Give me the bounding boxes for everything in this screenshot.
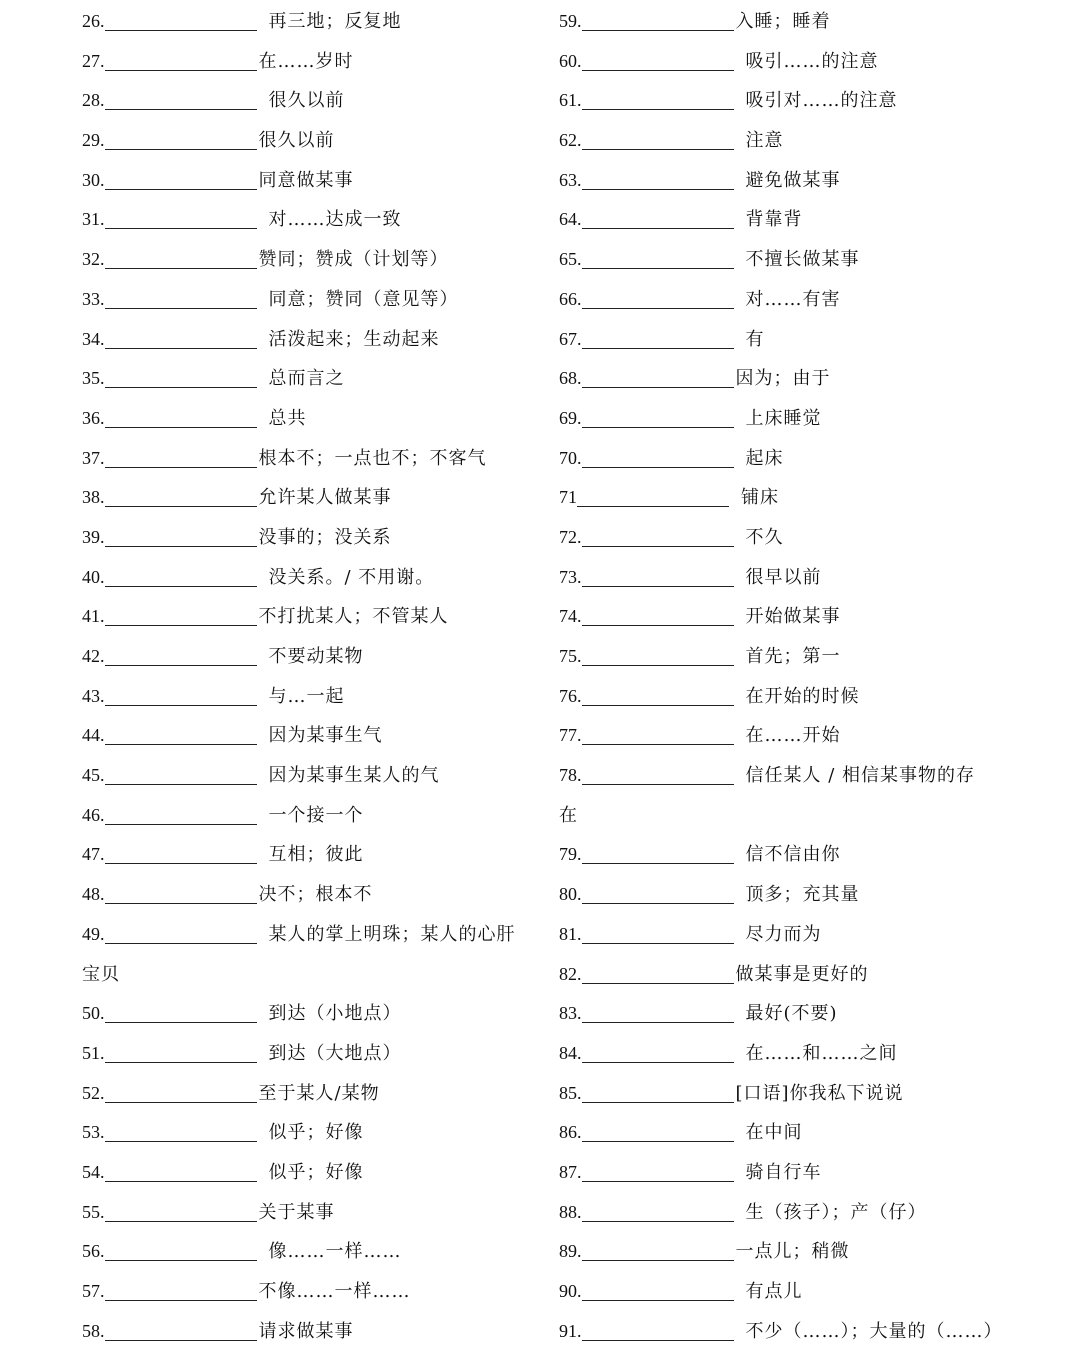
item-number: 39.	[82, 526, 105, 547]
right-column	[559, 2, 1059, 1351]
vocab-row	[559, 1074, 1059, 1114]
item-number: 91.	[559, 1320, 582, 1341]
item-number: 64.	[559, 209, 582, 230]
vocab-row	[82, 1232, 542, 1272]
item-number: 68.	[559, 368, 582, 389]
item-number: 82.	[559, 963, 582, 984]
vocab-row	[82, 1312, 542, 1351]
answer-blank[interactable]	[582, 756, 734, 785]
chinese-meaning: 决不；根本不	[258, 884, 373, 906]
chinese-meaning: 在……开始	[745, 725, 841, 747]
answer-blank[interactable]	[582, 875, 734, 904]
answer-blank[interactable]	[105, 756, 257, 785]
item-number: 50.	[82, 1003, 105, 1024]
continued-text: 在	[559, 804, 578, 826]
vocab-row	[82, 200, 542, 240]
answer-blank[interactable]	[105, 2, 257, 31]
answer-blank[interactable]	[582, 320, 734, 349]
item-number: 34.	[82, 328, 105, 349]
vocab-row	[82, 439, 542, 479]
answer-blank[interactable]	[105, 1074, 257, 1103]
vocab-row	[559, 81, 1059, 121]
chinese-meaning: 因为；由于	[735, 368, 831, 390]
vocab-row	[82, 161, 542, 201]
vocab-row	[559, 875, 1059, 915]
item-number: 90.	[559, 1281, 582, 1301]
item-number: 58.	[82, 1320, 105, 1341]
answer-blank[interactable]	[105, 994, 257, 1023]
vocab-row	[559, 42, 1059, 82]
chinese-meaning: 根本不；一点也不；不客气	[258, 447, 487, 469]
vocab-row	[82, 796, 542, 836]
answer-blank[interactable]	[105, 240, 257, 269]
chinese-meaning: 尽力而为	[745, 923, 822, 945]
item-number: 33.	[82, 288, 105, 309]
vocab-row	[82, 121, 542, 161]
item-number: 86.	[559, 1122, 582, 1143]
chinese-meaning: 吸引……的注意	[745, 50, 879, 72]
answer-blank[interactable]	[105, 1193, 257, 1222]
vocab-row	[82, 637, 542, 677]
answer-blank[interactable]	[105, 597, 257, 626]
item-number: 85.	[559, 1082, 582, 1103]
chinese-meaning: 很久以前	[258, 130, 335, 152]
answer-blank[interactable]	[105, 1312, 257, 1341]
chinese-meaning: 在开始的时候	[745, 685, 860, 707]
item-number: 27.	[82, 50, 105, 71]
chinese-meaning: 一个接一个	[268, 804, 364, 826]
vocab-row	[559, 915, 1059, 955]
item-number: 54.	[82, 1161, 105, 1182]
chinese-meaning: 互相；彼此	[268, 844, 364, 866]
vocab-row	[82, 359, 542, 399]
item-number: 66.	[559, 288, 582, 309]
vocab-row	[82, 558, 542, 598]
vocab-row	[82, 677, 542, 717]
answer-blank[interactable]	[582, 200, 734, 229]
item-number: 31.	[82, 209, 105, 230]
vocab-row	[559, 478, 1059, 518]
chinese-meaning: 铺床	[741, 487, 779, 509]
answer-blank[interactable]	[582, 716, 734, 745]
answer-blank[interactable]	[582, 161, 734, 190]
item-number: 46.	[82, 804, 105, 825]
answer-blank[interactable]	[105, 359, 257, 388]
item-number: 57.	[82, 1281, 105, 1301]
item-number: 83.	[559, 1003, 582, 1024]
chinese-meaning: 活泼起来；生动起来	[268, 328, 440, 350]
answer-blank[interactable]	[105, 1232, 257, 1261]
item-number: 67.	[559, 328, 582, 349]
item-number: 32.	[82, 249, 105, 270]
answer-blank[interactable]	[105, 81, 257, 110]
chinese-meaning: 最好(不要)	[745, 1003, 838, 1025]
item-number: 48.	[82, 884, 105, 905]
chinese-meaning: 某人的掌上明珠；某人的心肝	[268, 923, 516, 945]
answer-blank[interactable]	[105, 1034, 257, 1063]
vocab-row	[559, 558, 1059, 598]
chinese-meaning: 首先；第一	[745, 646, 841, 667]
answer-blank[interactable]	[582, 637, 734, 666]
chinese-meaning: 赞同；赞成（计划等）	[258, 249, 449, 271]
chinese-meaning: 骑自行车	[745, 1161, 822, 1183]
vocab-row	[559, 597, 1059, 637]
answer-blank[interactable]	[582, 1034, 734, 1063]
answer-blank[interactable]	[582, 1153, 734, 1182]
chinese-meaning: 不少（……）；大量的（……）	[745, 1320, 1003, 1342]
chinese-meaning: 同意；赞同（意见等）	[268, 288, 459, 310]
answer-blank[interactable]	[582, 121, 734, 150]
vocab-row	[559, 1312, 1059, 1351]
answer-blank[interactable]	[105, 121, 257, 150]
chinese-meaning: 因为某事生气	[268, 725, 383, 747]
item-number: 61.	[559, 90, 582, 111]
answer-blank[interactable]	[105, 796, 257, 825]
item-number: 72.	[559, 526, 582, 547]
chinese-meaning: 在……岁时	[258, 50, 354, 72]
chinese-meaning: 在……和……之间	[745, 1042, 898, 1064]
vocab-row	[559, 955, 1059, 995]
item-number: 40.	[82, 566, 105, 587]
chinese-meaning: [口语]你我私下说说	[735, 1082, 904, 1104]
answer-blank[interactable]	[582, 2, 734, 31]
answer-blank[interactable]	[582, 439, 734, 468]
vocab-row	[82, 1193, 542, 1233]
chinese-meaning: 不要动某物	[268, 646, 364, 667]
item-number: 62.	[559, 130, 582, 151]
item-number: 59.	[559, 11, 582, 31]
answer-blank[interactable]	[582, 81, 734, 110]
item-number: 89.	[559, 1241, 582, 1262]
answer-blank[interactable]	[105, 558, 257, 587]
item-number: 36.	[82, 407, 105, 428]
vocab-row	[82, 756, 542, 796]
item-number: 73.	[559, 566, 582, 587]
answer-blank[interactable]	[582, 399, 734, 428]
item-number: 65.	[559, 249, 582, 270]
chinese-meaning: 像……一样……	[268, 1241, 402, 1263]
item-number: 56.	[82, 1241, 105, 1262]
item-number: 78.	[559, 765, 582, 786]
item-number: 55.	[82, 1201, 105, 1222]
vocab-row	[559, 518, 1059, 558]
item-number: 74.	[559, 606, 582, 627]
answer-blank[interactable]	[582, 1232, 734, 1261]
answer-blank[interactable]	[105, 1272, 257, 1301]
chinese-meaning: 对……有害	[745, 288, 841, 310]
item-number: 75.	[559, 646, 582, 666]
vocab-row	[559, 280, 1059, 320]
vocab-row	[559, 1272, 1059, 1312]
chinese-meaning: 有	[745, 328, 765, 350]
item-number: 88.	[559, 1201, 582, 1222]
vocab-row	[559, 994, 1059, 1034]
vocab-row	[559, 835, 1059, 875]
answer-blank[interactable]	[582, 1113, 734, 1142]
answer-blank[interactable]	[105, 518, 257, 547]
left-column	[82, 2, 542, 1351]
item-number: 70.	[559, 447, 582, 468]
item-number: 38.	[82, 487, 105, 508]
vocab-row	[82, 240, 542, 280]
vocab-row	[559, 399, 1059, 439]
item-number: 37.	[82, 447, 105, 468]
chinese-meaning: 避免做某事	[745, 169, 841, 191]
vocab-row	[82, 81, 542, 121]
item-number: 80.	[559, 884, 582, 905]
answer-blank[interactable]	[582, 994, 734, 1023]
answer-blank[interactable]	[582, 1272, 734, 1301]
chinese-meaning: 吸引对……的注意	[745, 90, 898, 112]
answer-blank[interactable]	[105, 875, 257, 904]
chinese-meaning: 上床睡觉	[745, 407, 822, 429]
item-number: 79.	[559, 844, 582, 865]
answer-blank[interactable]	[582, 558, 734, 587]
chinese-meaning: 没关系。/ 不用谢。	[268, 566, 435, 588]
answer-blank[interactable]	[105, 42, 257, 71]
chinese-meaning: 一点儿；稍微	[735, 1241, 850, 1263]
chinese-meaning: 对……达成一致	[268, 209, 402, 231]
vocab-row	[559, 1193, 1059, 1233]
chinese-meaning: 允许某人做某事	[258, 487, 392, 509]
vocab-row	[82, 1034, 542, 1074]
item-number: 77.	[559, 725, 582, 746]
answer-blank[interactable]	[105, 478, 257, 507]
chinese-meaning: 到达（大地点）	[268, 1042, 402, 1064]
chinese-meaning: 入睡；睡着	[735, 11, 831, 32]
answer-blank[interactable]	[105, 320, 257, 349]
answer-blank[interactable]	[582, 240, 734, 269]
chinese-meaning: 与…一起	[268, 685, 345, 707]
chinese-meaning: 生（孩子）；产（仔）	[745, 1201, 927, 1223]
answer-blank[interactable]	[105, 1113, 257, 1142]
answer-blank[interactable]	[582, 915, 734, 944]
chinese-meaning: 做某事是更好的	[735, 963, 869, 985]
vocab-row	[559, 200, 1059, 240]
chinese-meaning: 有点儿	[745, 1281, 803, 1302]
answer-blank[interactable]	[105, 716, 257, 745]
chinese-meaning: 不打扰某人；不管某人	[258, 606, 449, 628]
item-number: 60.	[559, 50, 582, 71]
chinese-meaning: 很久以前	[268, 90, 345, 112]
item-number: 81.	[559, 923, 582, 944]
answer-blank[interactable]	[582, 955, 734, 984]
answer-blank[interactable]	[105, 1153, 257, 1182]
vocab-row	[82, 597, 542, 637]
chinese-meaning: 起床	[745, 447, 784, 469]
vocab-row	[82, 1272, 542, 1312]
answer-blank[interactable]	[582, 677, 734, 706]
item-number: 29.	[82, 130, 105, 151]
answer-blank[interactable]	[105, 399, 257, 428]
answer-blank[interactable]	[582, 42, 734, 71]
chinese-meaning: 因为某事生某人的气	[268, 765, 440, 787]
vocab-row	[559, 121, 1059, 161]
answer-blank[interactable]	[582, 518, 734, 547]
item-number: 84.	[559, 1042, 582, 1063]
item-number: 51.	[82, 1042, 105, 1063]
chinese-meaning: 信不信由你	[745, 844, 841, 866]
vocab-row	[559, 637, 1059, 677]
item-number: 87.	[559, 1161, 582, 1182]
chinese-meaning: 没事的；没关系	[258, 526, 392, 548]
answer-blank[interactable]	[582, 1074, 734, 1103]
vocab-row	[559, 677, 1059, 717]
item-number: 43.	[82, 685, 105, 706]
answer-blank[interactable]	[105, 200, 257, 229]
item-number: 53.	[82, 1122, 105, 1143]
vocab-row	[82, 994, 542, 1034]
answer-blank[interactable]	[105, 280, 257, 309]
chinese-meaning: 在中间	[745, 1122, 803, 1144]
answer-blank[interactable]	[105, 835, 257, 864]
item-number: 35.	[82, 368, 105, 389]
chinese-meaning: 似乎；好像	[268, 1122, 364, 1144]
vocab-row	[559, 1232, 1059, 1272]
vocab-row	[82, 875, 542, 915]
vocab-row	[559, 439, 1059, 479]
chinese-meaning: 注意	[745, 130, 784, 152]
chinese-meaning: 请求做某事	[258, 1320, 354, 1342]
answer-blank[interactable]	[577, 478, 729, 507]
item-number: 52.	[82, 1082, 105, 1103]
item-number: 26.	[82, 11, 105, 31]
chinese-meaning: 同意做某事	[258, 169, 354, 191]
chinese-meaning: 背靠背	[745, 209, 803, 231]
chinese-meaning: 再三地；反复地	[268, 11, 402, 32]
item-number: 63.	[559, 169, 582, 190]
vocab-row	[82, 2, 542, 42]
vocab-row	[82, 478, 542, 518]
item-number: 28.	[82, 90, 105, 111]
item-number: 69.	[559, 407, 582, 428]
vocab-row	[82, 835, 542, 875]
vocab-row	[82, 1074, 542, 1114]
item-number: 42.	[82, 646, 105, 666]
answer-blank[interactable]	[105, 637, 257, 666]
answer-blank[interactable]	[582, 1193, 734, 1222]
vocab-row	[559, 756, 1059, 796]
item-number: 71	[559, 487, 577, 508]
chinese-meaning: 顶多；充其量	[745, 884, 860, 906]
vocab-row	[82, 42, 542, 82]
answer-blank[interactable]	[582, 597, 734, 626]
vocab-row	[82, 1113, 542, 1153]
chinese-meaning: 似乎；好像	[268, 1161, 364, 1183]
answer-blank[interactable]	[582, 835, 734, 864]
vocab-row	[82, 399, 542, 439]
vocab-row	[559, 161, 1059, 201]
answer-blank[interactable]	[582, 359, 734, 388]
vocab-row	[559, 2, 1059, 42]
answer-blank[interactable]	[582, 1312, 734, 1341]
item-number: 49.	[82, 923, 105, 944]
vocab-row	[559, 359, 1059, 399]
vocab-row	[559, 1153, 1059, 1193]
item-number: 41.	[82, 606, 105, 627]
vocab-row	[82, 1153, 542, 1193]
vocab-row	[559, 1034, 1059, 1074]
answer-blank[interactable]	[105, 161, 257, 190]
vocab-row	[559, 240, 1059, 280]
item-number: 47.	[82, 844, 105, 865]
vocab-row	[82, 280, 542, 320]
vocab-row	[82, 716, 542, 756]
chinese-meaning: 不像……一样……	[258, 1281, 411, 1302]
answer-blank[interactable]	[105, 915, 257, 944]
answer-blank[interactable]	[582, 280, 734, 309]
answer-blank[interactable]	[105, 677, 257, 706]
chinese-meaning: 总共	[268, 407, 307, 429]
chinese-meaning: 关于某事	[258, 1201, 335, 1223]
vocab-row	[82, 518, 542, 558]
chinese-meaning: 很早以前	[745, 566, 822, 588]
chinese-meaning: 不擅长做某事	[745, 249, 860, 271]
vocab-row	[82, 320, 542, 360]
item-number: 30.	[82, 169, 105, 190]
vocab-row	[559, 1113, 1059, 1153]
vocab-row	[559, 320, 1059, 360]
item-number: 76.	[559, 685, 582, 706]
item-number: 44.	[82, 725, 105, 746]
continued-text: 宝贝	[82, 963, 120, 985]
chinese-meaning: 至于某人/某物	[258, 1082, 380, 1104]
chinese-meaning: 到达（小地点）	[268, 1003, 402, 1025]
chinese-meaning: 信任某人 / 相信某事物的存	[745, 765, 976, 787]
vocab-row	[82, 915, 542, 955]
vocab-row	[559, 716, 1059, 756]
answer-blank[interactable]	[105, 439, 257, 468]
chinese-meaning: 开始做某事	[745, 606, 841, 628]
item-number: 45.	[82, 765, 105, 786]
chinese-meaning: 总而言之	[268, 368, 345, 390]
chinese-meaning: 不久	[745, 526, 784, 548]
